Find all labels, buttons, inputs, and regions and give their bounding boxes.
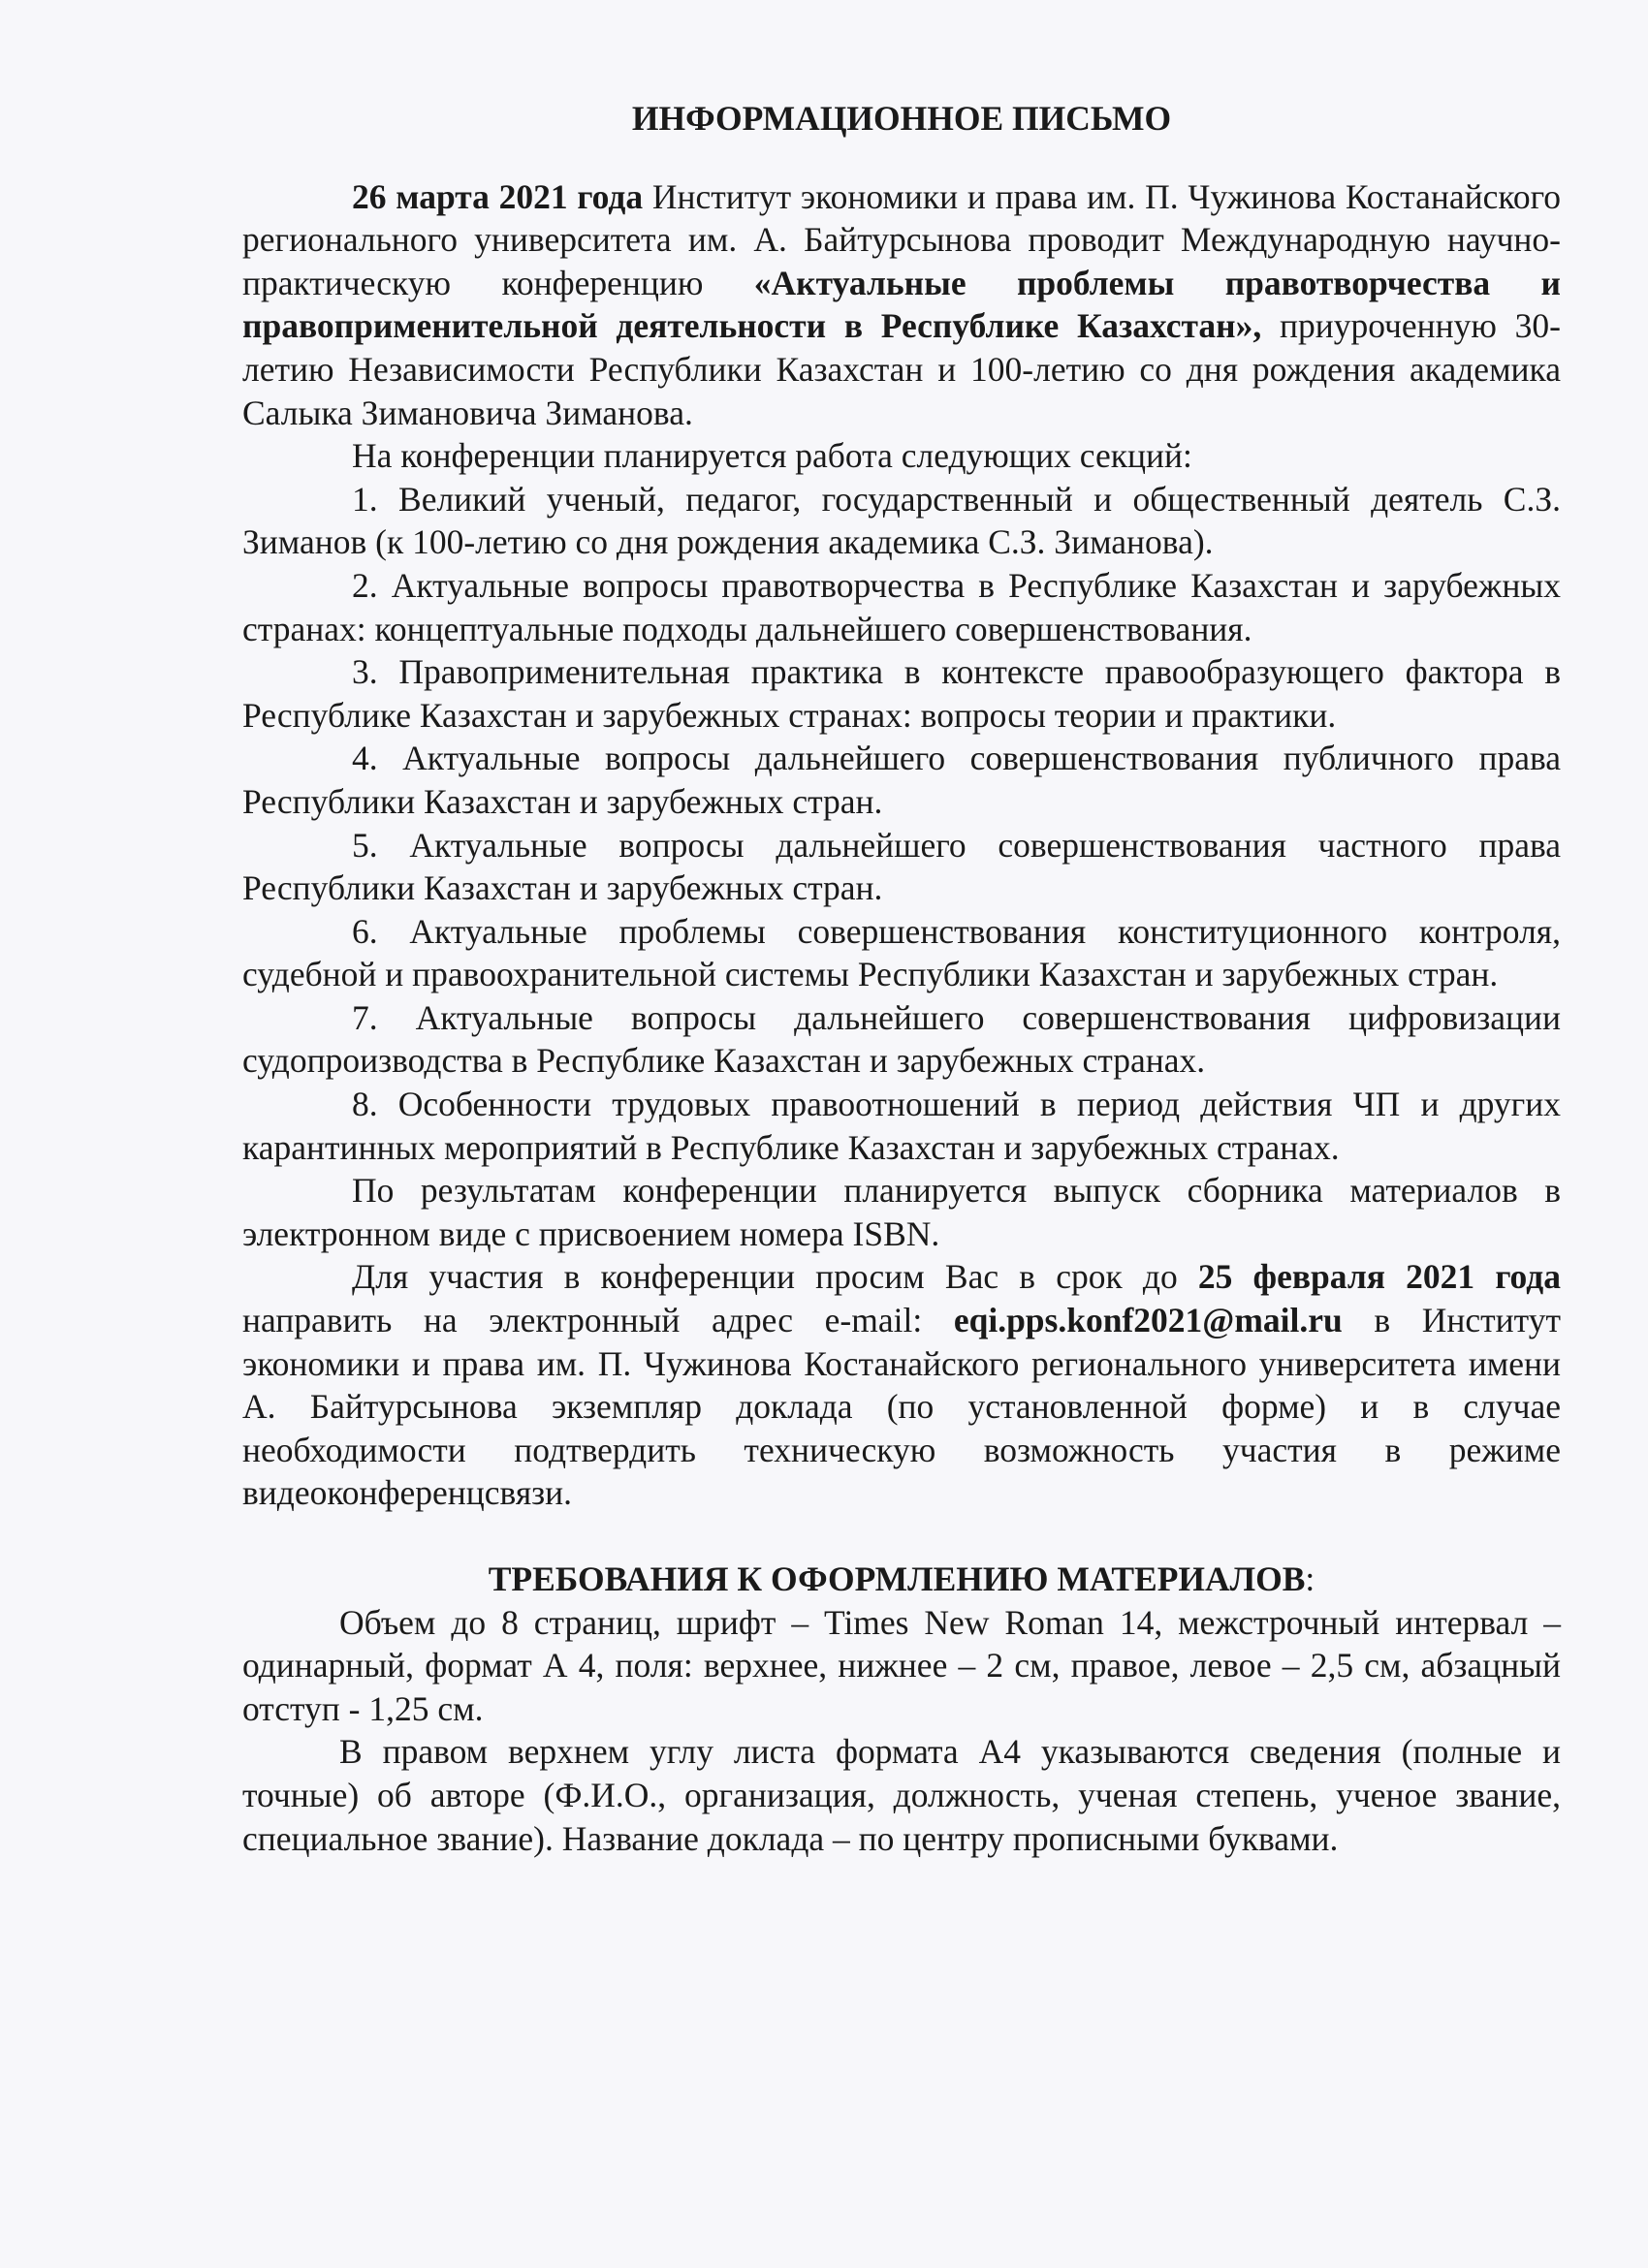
document-title: ИНФОРМАЦИОННОЕ ПИСЬМО bbox=[631, 99, 1172, 138]
section-item: 5. Актуальные вопросы дальнейшего совершенствования частного права Республики Казахстан и зарубежных стран. bbox=[242, 825, 1561, 908]
sections-intro: На конференции планируется работа следующих секций: bbox=[352, 436, 1192, 476]
conference-name: «Актуальные проблемы правотворчества и правоприменительной деятельности в Республике Казахстан», bbox=[242, 263, 1561, 346]
section-item: 3. Правоприменительная практика в контексте правообразующего фактора в Республике Казахстан и зарубежных странах: вопросы теории и практики. bbox=[242, 652, 1561, 735]
section-item: 8. Особенности трудовых правоотношений в период действия ЧП и других карантинных мероприятий в Республике Казахстан и зарубежных странах. bbox=[242, 1085, 1561, 1167]
requirements-title-text: ТРЕБОВАНИЯ К ОФОРМЛЕНИЮ МАТЕРИАЛОВ bbox=[488, 1559, 1306, 1598]
participation-text-2: направить на электронный адрес e-mail: bbox=[242, 1301, 954, 1340]
participation-text-1: Для участия в конференции просим Вас в срок до bbox=[352, 1257, 1198, 1297]
section-item: 7. Актуальные вопросы дальнейшего совершенствования цифровизации судопроизводства в Республике Казахстан и зарубежных странах. bbox=[242, 997, 1561, 1081]
results-paragraph: По результатам конференции планируется выпуск сборника материалов в электронном виде с присвоением номера ISBN. bbox=[242, 1171, 1561, 1253]
requirements-author-paragraph: В правом верхнем углу листа формата А4 указываются сведения (полные и точные) об авторе (Ф.И.О., организация, должность, ученая степень, ученое звание, специальное звание). Название доклада – по центру прописными буквами. bbox=[242, 1732, 1561, 1858]
contact-email: eqi.pps.konf2021@mail.ru bbox=[953, 1301, 1343, 1340]
section-item: 4. Актуальные вопросы дальнейшего совершенствования публичного права Республики Казахстан и зарубежных стран. bbox=[242, 739, 1561, 821]
letter-body bbox=[242, 97, 1561, 1860]
requirements-block bbox=[242, 1601, 1561, 1861]
section-item: 6. Актуальные проблемы совершенствования конституционного контроля, судебной и правоохранительной системы Республики Казахстан и зарубежных стран. bbox=[242, 911, 1561, 994]
participation-paragraph bbox=[242, 1255, 1561, 1515]
conference-date: 26 марта 2021 года bbox=[352, 176, 644, 216]
requirements-title-colon: : bbox=[1305, 1559, 1315, 1598]
section-item: 1. Великий ученый, педагог, государственный и общественный деятель С.З. Зиманов (к 100-летию со дня рождения академика С.З. Зиманова). bbox=[242, 479, 1561, 562]
requirements-title bbox=[242, 1558, 1561, 1601]
intro-paragraph bbox=[242, 175, 1561, 435]
requirements-format-paragraph: Объем до 8 страниц, шрифт – Times New Roman 14, межстрочный интервал – одинарный, формат А 4, поля: верхнее, нижнее – 2 см, правое, левое – 2,5 см, абзацный отступ - 1,25 см. bbox=[242, 1602, 1561, 1728]
intro-text-1: Институт экономики и права им. П. Чужинова Костанайского регионального университета им. А. Байтурсынова проводит Международную научно-практическую конференцию bbox=[242, 176, 1561, 302]
participation-text-3: в Институт экономики и права им. П. Чужинова Костанайского регионального университета имени А. Байтурсынова экземпляр доклада (по установленной форме) и в случае необходимости подтвердить техническую возможность участия в режиме видеоконференцсвязи. bbox=[242, 1301, 1561, 1513]
submission-deadline: 25 февраля 2021 года bbox=[1197, 1257, 1561, 1297]
intro-text-2: приуроченную 30-летию Независимости Республики Казахстан и 100-летию со дня рождения академика Салыка Зимановича Зиманова. bbox=[242, 306, 1561, 432]
section-item: 2. Актуальные вопросы правотворчества в Республике Казахстан и зарубежных странах: концептуальные подходы дальнейшего совершенствования. bbox=[242, 565, 1561, 648]
